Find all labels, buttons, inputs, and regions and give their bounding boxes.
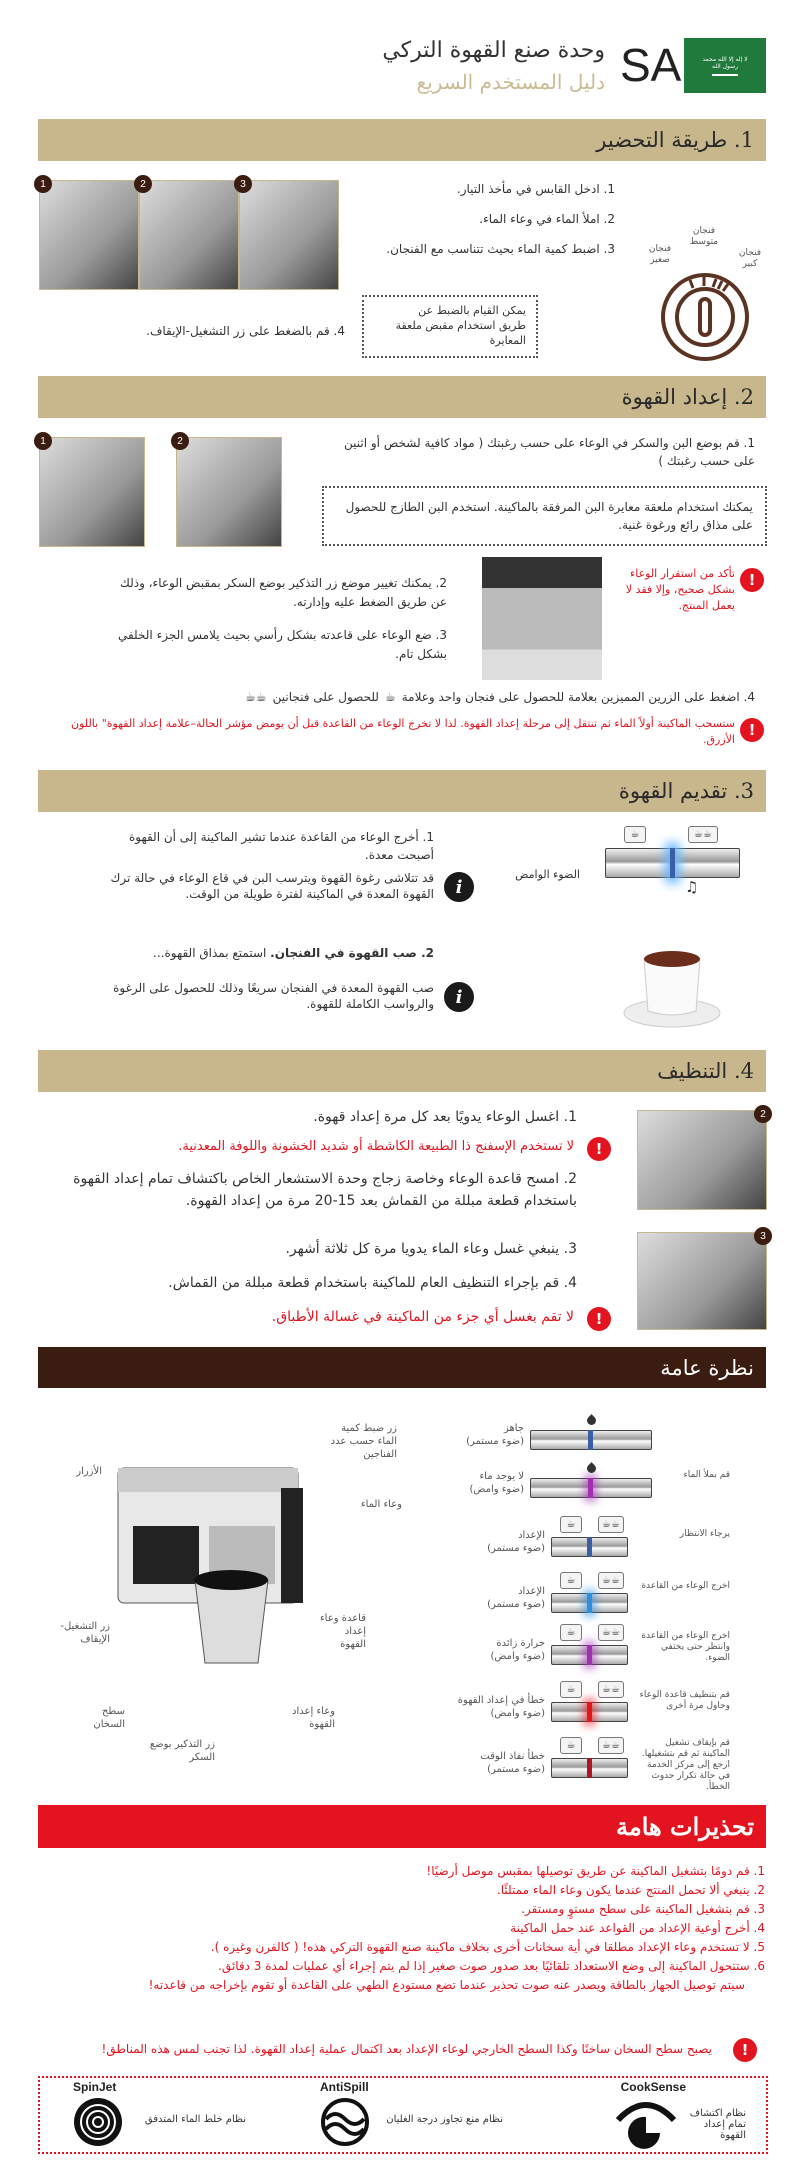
photo-step-2 [139, 180, 239, 290]
feature-spinjet [65, 2080, 265, 2150]
flag-sword [712, 74, 738, 76]
info-icon: i [444, 872, 474, 902]
info-icon: i [444, 982, 474, 1012]
two-cups-icon: ☕☕ [598, 1624, 624, 1641]
status-action: قم بتنظيف قاعدة الوعاء وحاول مرة أخرى [639, 1690, 730, 1711]
section-4-header [38, 1050, 766, 1092]
two-cups-icon: ☕☕ [598, 1737, 624, 1754]
status-led [588, 1430, 593, 1450]
country-code: SA [620, 39, 682, 91]
step-rest: استمتع بمذاق القهوة... [153, 946, 267, 960]
status-label [430, 1637, 545, 1663]
feature-desc: نظام اكتشاف تمام إعداد القهوة [689, 2108, 746, 2141]
photo-coffee-spoon [39, 437, 145, 547]
label-water-adjust: زر ضبط كمية الماء حسب عدد الفناجين [330, 1423, 397, 1460]
features-box [38, 2076, 768, 2154]
flag-script: لا إله إلا الله محمد رسول الله [702, 55, 748, 70]
photo-step-1 [39, 180, 139, 290]
warning-item: 5. لا تستخدم وعاء الإعداد مطلقا في أية سخانات أخرى بخلاف ماكينة صنع القهوة التركي هذه! ( كالفرن وغيره ). [210, 1940, 765, 1954]
status-row [400, 1470, 802, 1514]
photo-number: 1 [34, 175, 52, 193]
status-label [430, 1529, 545, 1555]
warning-icon: ! [733, 2038, 757, 2062]
machine-diagram [113, 1458, 318, 1678]
s4-step-2: 2. امسح قاعدة الوعاء وخاصة زجاج وحدة الاستشعار الخاص باكتشاف تمام إعداد القهوة باستخدام قطعة مبللة من القماش بعد 15-20 مرة من إعداد القهوة. [73, 1171, 577, 1209]
coffee-cup-image [620, 945, 725, 1030]
light-mode: (ضوء وامض) [490, 1708, 545, 1719]
label-on-off: زر التشغيل-الإيقاف [60, 1621, 110, 1645]
photo-water-tank [637, 1232, 767, 1330]
status-row [400, 1738, 802, 1794]
light-mode: (ضوء مستمر) [487, 1543, 545, 1554]
one-cup-icon: ☕ [560, 1516, 582, 1533]
one-cup-icon: ☕ [560, 1681, 582, 1698]
indicator-bar [530, 1478, 652, 1498]
spinjet-spiral-icon [73, 2097, 123, 2147]
light-mode: (ضوء مستمر) [487, 1599, 545, 1610]
indicator-bar [530, 1430, 652, 1450]
two-cups-icon: ☕☕ [598, 1572, 624, 1589]
one-cup-icon: ☕ [624, 826, 646, 843]
photo-number: 1 [34, 432, 52, 450]
warnings-header [38, 1805, 766, 1848]
s2-note: يمكنك استخدام ملعقة معايرة البن المرفقة بالماكينة. استخدم البن الطازج للحصول على مذاق رائع ورغوة غنية. [322, 486, 767, 546]
one-cup-icon: ☕ [560, 1737, 582, 1754]
warning-icon: ! [587, 1307, 611, 1331]
s2-step-1: 1. قم بوضع البن والسكر في الوعاء على حسب رغبتك ( مواد كافية لشخص أو اثنين على حسب رغبتك ) [344, 436, 755, 468]
light-mode: (ضوء مستمر) [487, 1764, 545, 1775]
music-note-icon: ♫ [685, 878, 699, 896]
s4-warning-1: لا تستخدم الإسفنج ذا الطبيعة الكاشطة أو شديد الخشونة واللوفة المعدنية. [178, 1139, 574, 1154]
label-heater: سطح السخان [93, 1706, 125, 1730]
photo-number: 2 [134, 175, 152, 193]
warning-icon: ! [740, 718, 764, 742]
blinking-light-indicator [605, 829, 740, 896]
status-label [430, 1750, 545, 1776]
s4-step-4: 4. قم بإجراء التنظيف العام للماكينة باستخدام قطعة مبللة من القماش. [168, 1275, 577, 1291]
water-drop-icon [585, 1414, 598, 1427]
two-cups-icon: ☕☕ [598, 1681, 624, 1698]
status-row [400, 1627, 802, 1681]
light-label: الضوء الوامض [515, 868, 580, 881]
indicator-bar [551, 1575, 628, 1613]
one-cup-icon: ☕ [384, 690, 396, 704]
status-action: اخرج الوعاء من القاعدة وانتظر حتى يختفي الضوء. [641, 1631, 730, 1663]
water-dial-icon [650, 272, 760, 362]
warning-item: 1. قم دومًا بتشغيل الماكينة عن طريق توصيلها بمقبس موصل أرضيًا! [426, 1864, 765, 1878]
s3-step-1: 1. أخرج الوعاء من القاعدة عندما تشير الماكينة إلى أن القهوة أصبحت معدة. [128, 830, 434, 862]
label-buttons: الأزرار [76, 1466, 102, 1477]
status-name: الإعداد [518, 1530, 545, 1541]
step-text: 4. اضغط على الزرين المميزين بعلامة للحصول على فنجان واحد وعلامة [401, 690, 755, 704]
step-4: 4. قم بالضغط على زر التشغيل-الإيقاف. [146, 324, 345, 338]
status-action: اخرج الوعاء من القاعدة [641, 1581, 730, 1591]
photo-number: 2 [171, 432, 189, 450]
photo-step-3 [239, 180, 339, 290]
status-led [587, 1537, 592, 1557]
light-mode: (ضوء وامض) [490, 1651, 545, 1662]
status-name: حرارة زائدة [496, 1638, 545, 1649]
page-subtitle: دليل المستخدم السريع [416, 70, 605, 94]
photo-number: 3 [754, 1227, 772, 1245]
feature-desc: نظام منع تجاوز درجة الغليان [386, 2114, 503, 2125]
feature-antispill [310, 2080, 510, 2150]
feature-logo: SpinJet [73, 2080, 117, 2094]
section-title: 2. إعداد القهوة [621, 385, 754, 409]
warning-icon: ! [587, 1137, 611, 1161]
one-cup-icon: ☕ [560, 1572, 582, 1589]
section-title: 1. طريقة التحضير [596, 128, 754, 152]
calibration-note: يمكن القيام بالضبط عن طريق استخدام مقبض ملعقة المعايرة [362, 295, 538, 358]
status-name: خطأ نفاذ الوقت [480, 1751, 545, 1762]
s4-step-3: 3. ينبغي غسل وعاء الماء يدويا مرة كل ثلاثة أشهر. [285, 1241, 577, 1257]
warning-item: 6. ستتحول الماكينة إلى وضع الاستعداد تلقائيًا بعد صدور صوت صغير إذا لم يتم إجراء أي عمليات لمدة 3 دقائق. [218, 1959, 765, 1973]
s3-info-2: صب القهوة المعدة في الفنجان سريعًا وذلك للحصول على الرغوة والرواسب الكاملة للقهوة. [113, 981, 434, 1011]
warning-item: 3. قم بتشغيل الماكينة على سطح مستوٍ ومستقر. [521, 1902, 765, 1916]
machine-photo [482, 557, 602, 680]
blue-led [670, 848, 675, 878]
photo-number: 2 [754, 1105, 772, 1123]
status-row [400, 1684, 802, 1738]
page-title: وحدة صنع القهوة التركي [382, 38, 605, 63]
two-cups-icon: ☕☕ [598, 1516, 624, 1533]
warning-item: 4. أخرج أوعية الإعداد من القواعد عند حمل الماكينة [510, 1921, 765, 1935]
warning-item: 2. ينبغي ألا تحمل المنتج عندما يكون وعاء الماء ممتلئًا. [496, 1883, 765, 1897]
label-pot: وعاء إعداد القهوة [292, 1706, 335, 1730]
step-bold: 2. صب القهوة في الفنجان. [270, 946, 434, 960]
light-mode: (ضوء مستمر) [466, 1436, 524, 1447]
one-cup-icon: ☕ [560, 1624, 582, 1641]
status-name: جاهز [503, 1423, 524, 1434]
status-label [430, 1585, 545, 1611]
status-action: قم بإيقاف تشغيل الماكينة ثم قم بتشغيلها. ارجع إلى مركز الخدمة في حالة تكرار حدوث الخطأ. [641, 1738, 730, 1792]
overview-header [38, 1347, 766, 1388]
status-label [409, 1470, 524, 1496]
feature-cooksense [546, 2080, 746, 2150]
status-action: يرجاء الانتظار [679, 1529, 730, 1539]
hot-surface-warning: يصبح سطح السخان ساخنًا وكذا السطح الخارجي لوعاء الإعداد بعد اكتمال عملية إعداد القهوة. لذا تجنب لمس هذه المناطق! [101, 2042, 712, 2056]
status-led [587, 1645, 592, 1665]
warnings-list [25, 1862, 765, 1995]
status-row [400, 1519, 802, 1573]
photo-clean-sensor [637, 1110, 767, 1210]
indicator-bar [605, 848, 740, 878]
status-row [400, 1575, 802, 1629]
s3-info-1: قد تتلاشى رغوة القهوة ويترسب البن في قاع الوعاء في حالة ترك القهوة المعدة في الماكينة لفترة طويلة من الوقت. [110, 871, 434, 901]
status-led [587, 1702, 592, 1722]
status-name: خطأ في إعداد القهوة [457, 1695, 545, 1706]
section-3-header [38, 770, 766, 812]
section-title: تحذيرات هامة [616, 1812, 754, 1841]
light-mode: (ضوء وامض) [469, 1484, 524, 1495]
section-2-header [38, 376, 766, 418]
warning-item: سيتم توصيل الجهاز بالطاقة ويصدر عنه صوت تحذير عندما تضع مستودع الطهي على القاعدة أو تقوم بإخراجه من قاعدته! [148, 1978, 745, 1992]
label-water-tank: وعاء الماء [360, 1499, 402, 1510]
status-row [400, 1422, 802, 1466]
status-name: لا يوجد ماء [479, 1471, 524, 1482]
section-title: نظرة عامة [660, 1355, 754, 1380]
cooksense-eye-icon [616, 2095, 676, 2150]
s2-step-3: 3. ضع الوعاء على قاعدته بشكل رأسي بحيث يلامس الجزء الخلفي بشكل تام. [117, 628, 447, 661]
status-action: قم بملأ الماء [683, 1470, 730, 1480]
label-pot-base: قاعدة وعاء إعداد القهوة [319, 1613, 366, 1650]
step: 3. اضبط كمية الماء بحيث تتناسب مع الفنجان. [386, 242, 615, 256]
dial-label-large: فنجان كبير [738, 248, 762, 269]
s3-step-2 [94, 944, 434, 962]
label-sugar-reminder: زر التذكير بوضع السكر [149, 1739, 215, 1763]
step: 2. املأ الماء في وعاء الماء. [479, 212, 615, 226]
section-title: 4. التنظيف [657, 1059, 754, 1083]
status-label [409, 1422, 524, 1448]
s4-step-1: 1. اغسل الوعاء يدويًا بعد كل مرة إعداد قهوة. [313, 1109, 577, 1125]
two-cups-icon: ☕☕ [688, 826, 718, 843]
status-led [587, 1758, 592, 1778]
s2-step-4 [55, 688, 755, 706]
section-1-header [38, 119, 766, 161]
indicator-bar [551, 1519, 628, 1557]
status-led [587, 1593, 592, 1613]
indicator-bar [551, 1740, 628, 1778]
s2-warning: تأكد من استقرار الوعاء بشكل صحيح، وإلا فقد لا يعمل المنتج. [625, 567, 735, 612]
s4-warning-2: لا تقم بغسل أي جزء من الماكينة في غسالة الأطباق. [271, 1309, 574, 1325]
section-title: 3. تقديم القهوة [618, 779, 754, 803]
step: 1. ادخل القابس في مأخذ التيار. [456, 182, 615, 196]
s2-red-note: ستسحب الماكينة أولاً الماء ثم تنتقل إلى مرحلة إعداد القهوة. لذا لا تخرج الوعاء من القاعدة قبل أن يومض مؤشر الحالة–علامة إعداد القهوة" باللون الأزرق. [71, 717, 735, 746]
status-label [430, 1694, 545, 1720]
saudi-flag [684, 38, 766, 93]
feature-desc: نظام خلط الماء المتدفق [144, 2114, 246, 2125]
s2-step-2: 2. يمكنك تغيير موضع زر التذكير بوضع السكر بمقبض الوعاء، وذلك عن طريق الضغط عليه وإدارته. [119, 576, 447, 609]
photo-number: 3 [234, 175, 252, 193]
feature-logo: CookSense [620, 2080, 686, 2094]
antispill-wave-icon [320, 2097, 370, 2147]
indicator-bar [551, 1684, 628, 1722]
dial-label-medium: فنجان متوسط [689, 226, 719, 247]
indicator-bar [551, 1627, 628, 1665]
status-name: الإعداد [518, 1586, 545, 1597]
dial-label-small: فنجان صغير [648, 244, 672, 265]
feature-logo: AntiSpill [320, 2080, 369, 2094]
photo-pot-handle [176, 437, 282, 547]
step-text: للحصول على فنجانين [272, 690, 379, 704]
status-led [588, 1478, 593, 1498]
warning-icon: ! [740, 568, 764, 592]
two-cups-icon: ☕☕ [245, 690, 267, 704]
